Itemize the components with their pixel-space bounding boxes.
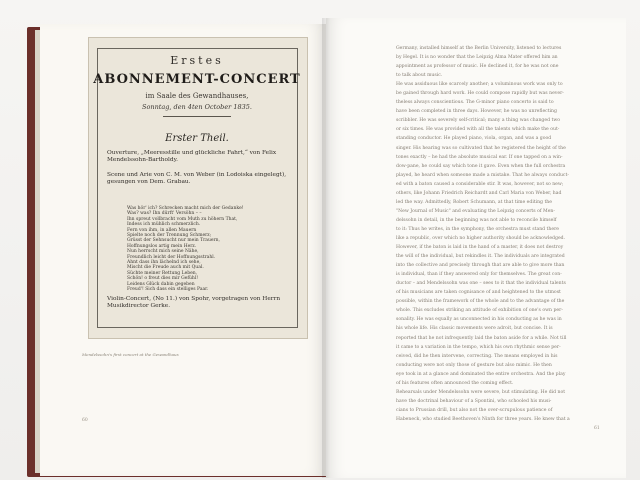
text-line: ductor – and Mendelssohn was one – sees to it that the individual talents (396, 281, 566, 287)
poster-venue: im Saale des Gewandhauses, (145, 92, 249, 100)
page-number-right: 61 (594, 426, 600, 431)
poem-line: Ahnt dass ihn lächelnd ich sehe, (127, 260, 201, 266)
poem-line: Was? was? Ihn dürft' Versöhn – – (127, 211, 202, 217)
poster-overture: Ouverture, „Meeresstille und glückliche Fahrt,“ von Felix Mendelssohn-Bartholdy. (107, 150, 277, 164)
poem-line: Schön! o freut dies mir Gefühl! (127, 276, 199, 282)
body-text-column (396, 44, 600, 424)
text-line: "New Journal of Music" and evaluating the Leipzig concerts of Men- (396, 208, 555, 214)
text-line: dow-pane, he could say which tone it gave. Even when the full orchestra (396, 163, 566, 169)
text-line: eye took in at a glance and dominated the entire orchestra. And the play (396, 371, 566, 377)
text-line: to talk about music. (396, 73, 443, 79)
text-line: Germany, installed himself at the Berlin University, listened to lectures (396, 46, 562, 51)
text-line: or six times. He was provided with all the talents which make the out- (396, 127, 560, 133)
text-line: Habeneck, who studied Beethoven's Ninth for three years. He knew that a (396, 416, 570, 422)
text-line: his whole life. His classic movements were adroit, but concise. It is (396, 326, 553, 332)
text-line: delssohn in detail, in the beginning was not able to reconcile himself (396, 217, 557, 223)
text-line: ceived, did he then intervene, correcting. The means employed in his (396, 353, 558, 359)
poem-line: Fern von ihm, in allen Mauern (127, 227, 197, 233)
text-line: appointment as professor of music. He declined it, for he was not one (396, 64, 559, 70)
text-line: played, he heard when someone made a mistake. That he always conduct- (396, 172, 569, 178)
text-line: have been completed in three days. However, he was no unreflecting (396, 109, 557, 115)
text-line: Rehearsals under Mendelssohn were severe, but stimulating. He did not (396, 389, 566, 395)
poster-heading-big: ABONNEMENT-CONCERT (93, 72, 301, 87)
text-line: He was assiduous like scarcely another; a voluminous work was only to (396, 82, 563, 88)
text-line: of his musicians are taken cognisance of and heightened to the utmost (396, 290, 561, 296)
text-line: reported that he not infrequently laid the baton aside for a while. Not till (396, 335, 567, 341)
text-line: into the collective and precisely through that are able to give more than (396, 263, 565, 269)
text-line: led the way. Admittedly, Robert Schumann, at that time editing the (396, 199, 552, 205)
text-line: others, like Johann Friedrich Reichardt and Carl Maria von Weber, had (396, 190, 562, 196)
poster-date: Sonntag, den 4ten October 1835. (142, 103, 252, 111)
text-line: sonality. He was equally as unconnected in his conducting as he was in (396, 317, 562, 323)
concert-poster-reproduction (89, 38, 307, 338)
text-line: conducting were not only those of gesture but also mimic. He then (396, 362, 552, 368)
page-number-left: 60 (82, 418, 88, 423)
poster-heading-small: Erstes (170, 54, 224, 67)
poem-line: Süchte meiner Rettung Leben, (127, 270, 198, 276)
text-line: ed with a baton caused a considerable stir. It was, however, not so new; (396, 181, 564, 187)
text-line: to it: Thus he writes, in the symphony, the orchestra must stand there (396, 226, 559, 232)
poster-aria: Scene und Arie von C. M. von Weber (in Lodoiska eingelegt), gesungen von Dem. Grabau. (107, 172, 287, 186)
poster-violin-concert: Violin-Concert, (No 11.) von Spohr, vorgetragen von Herrn Musikdirector Gerke. (107, 296, 281, 310)
text-line: scribbler. He was severely self-critical; many a thing was changed two (396, 118, 561, 124)
text-line: like a republic, over which no higher authority should be acknowledged. (396, 235, 566, 241)
text-line: of his features often announced the coming effect. (396, 380, 514, 386)
book-gutter (322, 18, 330, 478)
text-line: whole. This excludes striking an attitude of exhibition of one's own per- (396, 308, 563, 314)
poem-line: Leidens Glück dabin gegeben (127, 281, 195, 287)
text-line: is individual, than if they answered only for themselves. The great con- (396, 272, 562, 278)
poster-divider (163, 116, 231, 117)
text-line: singer. His hearing was so cultivated that he registered the height of the (396, 145, 566, 151)
text-line: be gained through hard work. He could compose rapidly but was never- (396, 91, 564, 97)
poem-line: Freud'! Sich dass ein stelliges Paar. (127, 287, 209, 293)
poem-line: Was hör' ich? Schrecken macht mich der Gedanke! (127, 206, 244, 211)
poem-line: Indess ich mühlich schmerzlich. (127, 222, 201, 228)
text-line: the will of the individual, but rekindles it. The individuals are integrated (396, 254, 565, 260)
poster-part-title: Erster Theil. (165, 133, 229, 144)
text-line: by Hegel. It is no wonder that the Leipzig Alma Mater offered him an (396, 55, 558, 61)
text-line: have the doctrinal behaviour of a Spontini, who schooled his musi- (396, 398, 552, 404)
text-line: However, if the baton is laid in the hand of a master, it does not destroy (396, 245, 564, 251)
text-line: it came to a variation in the tempo, which his own rhythmic sense per- (396, 344, 561, 350)
poem-line: Freundlich leicht der Hoffnungsstrahl. (127, 254, 216, 260)
figure-caption: Mendelssohn's first concert at the Gewandhaus (82, 352, 179, 357)
text-line: cians to Prussian drill, but also not the over-scrupulous patience of (396, 407, 553, 413)
text-line: tones exactly – he had the absolute musical ear. If one tapped on a win- (396, 154, 563, 160)
poem-line: Spielte noch der Trennung Schmerz; (127, 233, 212, 239)
poem-line: Grüsst der Sehnsucht nur mein Trauern, (127, 238, 220, 244)
poem-line: Mischt die Freude auch mit Qual. (127, 265, 204, 271)
text-line: standing conductor. He played piano, viola, organ, and was a good (396, 136, 552, 142)
poem-line: Nun herrscht mich seine Nähe, (127, 249, 199, 255)
text-line: possible, within the framework of the whole and to the advantage of the (396, 299, 565, 305)
poster-poem (127, 206, 244, 293)
text-line: theless always conscientious. The G-minor piano concerto is said to (396, 100, 554, 106)
poem-line: Ihn spreut vollbracht vom Muth zu höhern That, (127, 216, 238, 222)
poem-line: Hoffnungslos artig mein Herz. (127, 243, 197, 249)
